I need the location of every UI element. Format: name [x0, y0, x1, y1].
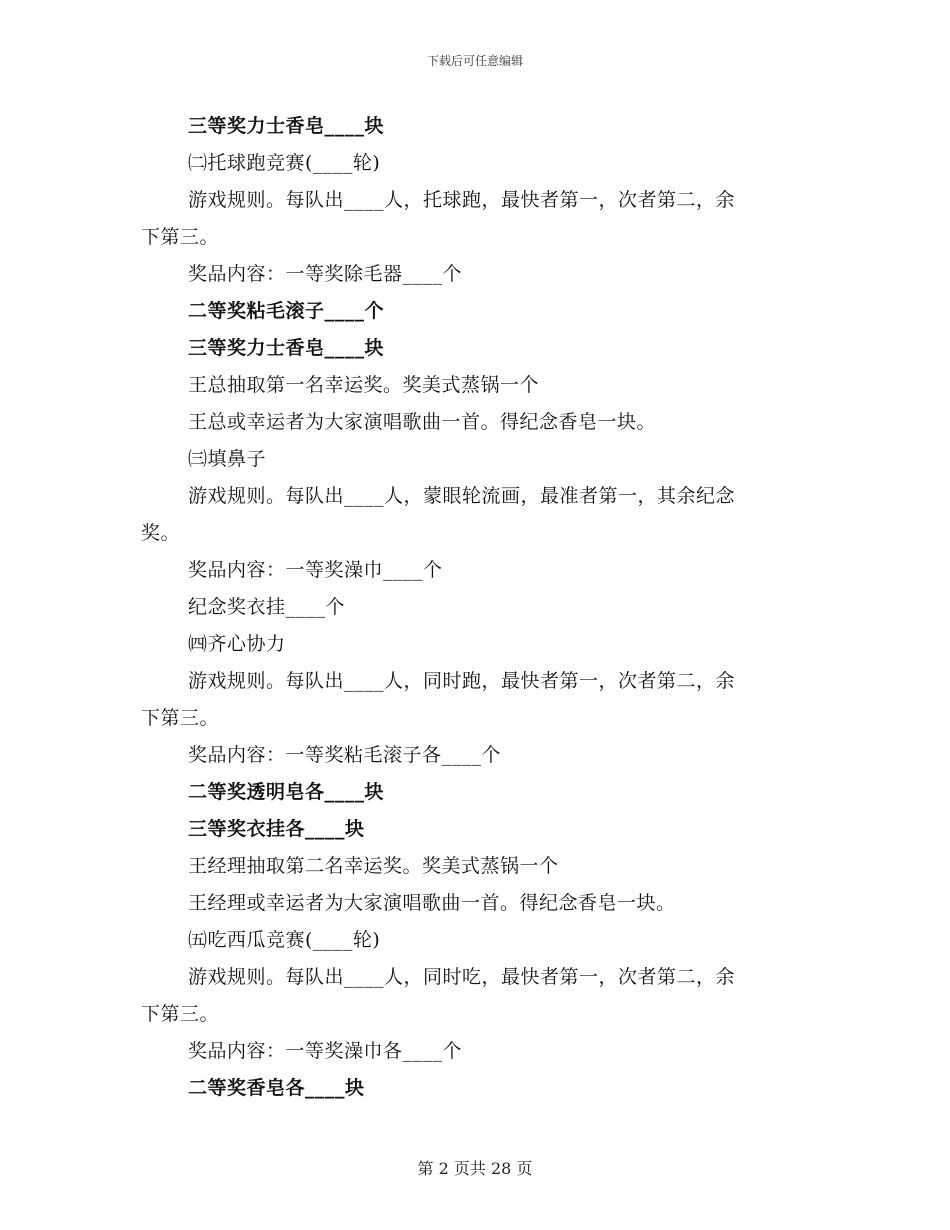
- prize-line: 二等奖香皂各____块: [188, 1077, 365, 1099]
- page-header: 下载后可任意编辑: [426, 54, 523, 68]
- rule-continuation: 下第三。: [141, 226, 220, 248]
- body-paragraph: 王经理抽取第二名幸运奖。奖美式蒸锅一个: [188, 855, 559, 877]
- prize-line: 奖品内容：一等奖澡巾各____个: [188, 1040, 463, 1062]
- prize-line: 三等奖力士香皂____块: [188, 115, 385, 137]
- section-heading: ㈣齐心协力: [188, 633, 286, 655]
- rule-continuation: 下第三。: [141, 707, 220, 729]
- rule-line: 游戏规则。每队出____人，同时跑，最快者第一，次者第二，余: [188, 670, 736, 692]
- rule-line: 游戏规则。每队出____人，托球跑，最快者第一，次者第二，余: [188, 189, 736, 211]
- prize-line: 三等奖衣挂各____块: [188, 818, 365, 840]
- rule-continuation: 奖。: [141, 522, 181, 544]
- page-footer: 第 2 页共 28 页: [417, 1159, 533, 1178]
- section-heading: ㈤吃西瓜竞赛(____轮): [188, 929, 381, 951]
- rule-continuation: 下第三。: [141, 1003, 220, 1025]
- body-paragraph: 王经理或幸运者为大家演唱歌曲一首。得纪念香皂一块。: [188, 892, 676, 914]
- prize-line: 奖品内容：一等奖粘毛滚子各____个: [188, 744, 502, 766]
- prize-line: 二等奖透明皂各____块: [188, 781, 385, 803]
- prize-line: 纪念奖衣挂____个: [188, 596, 346, 618]
- prize-line: 三等奖力士香皂____块: [188, 337, 385, 359]
- prize-line: 奖品内容：一等奖除毛器____个: [188, 263, 463, 285]
- section-heading: ㈡托球跑竞赛(____轮): [188, 152, 381, 174]
- document-body: [141, 108, 801, 1107]
- prize-line: 奖品内容：一等奖澡巾____个: [188, 559, 443, 581]
- section-heading: ㈢填鼻子: [188, 448, 267, 470]
- rule-line: 游戏规则。每队出____人，同时吃，最快者第一，次者第二，余: [188, 966, 736, 988]
- body-paragraph: 王总抽取第一名幸运奖。奖美式蒸锅一个: [188, 374, 540, 396]
- rule-line: 游戏规则。每队出____人，蒙眼轮流画，最准者第一，其余纪念: [188, 485, 736, 507]
- prize-line: 二等奖粘毛滚子____个: [188, 300, 385, 322]
- body-paragraph: 王总或幸运者为大家演唱歌曲一首。得纪念香皂一块。: [188, 411, 657, 433]
